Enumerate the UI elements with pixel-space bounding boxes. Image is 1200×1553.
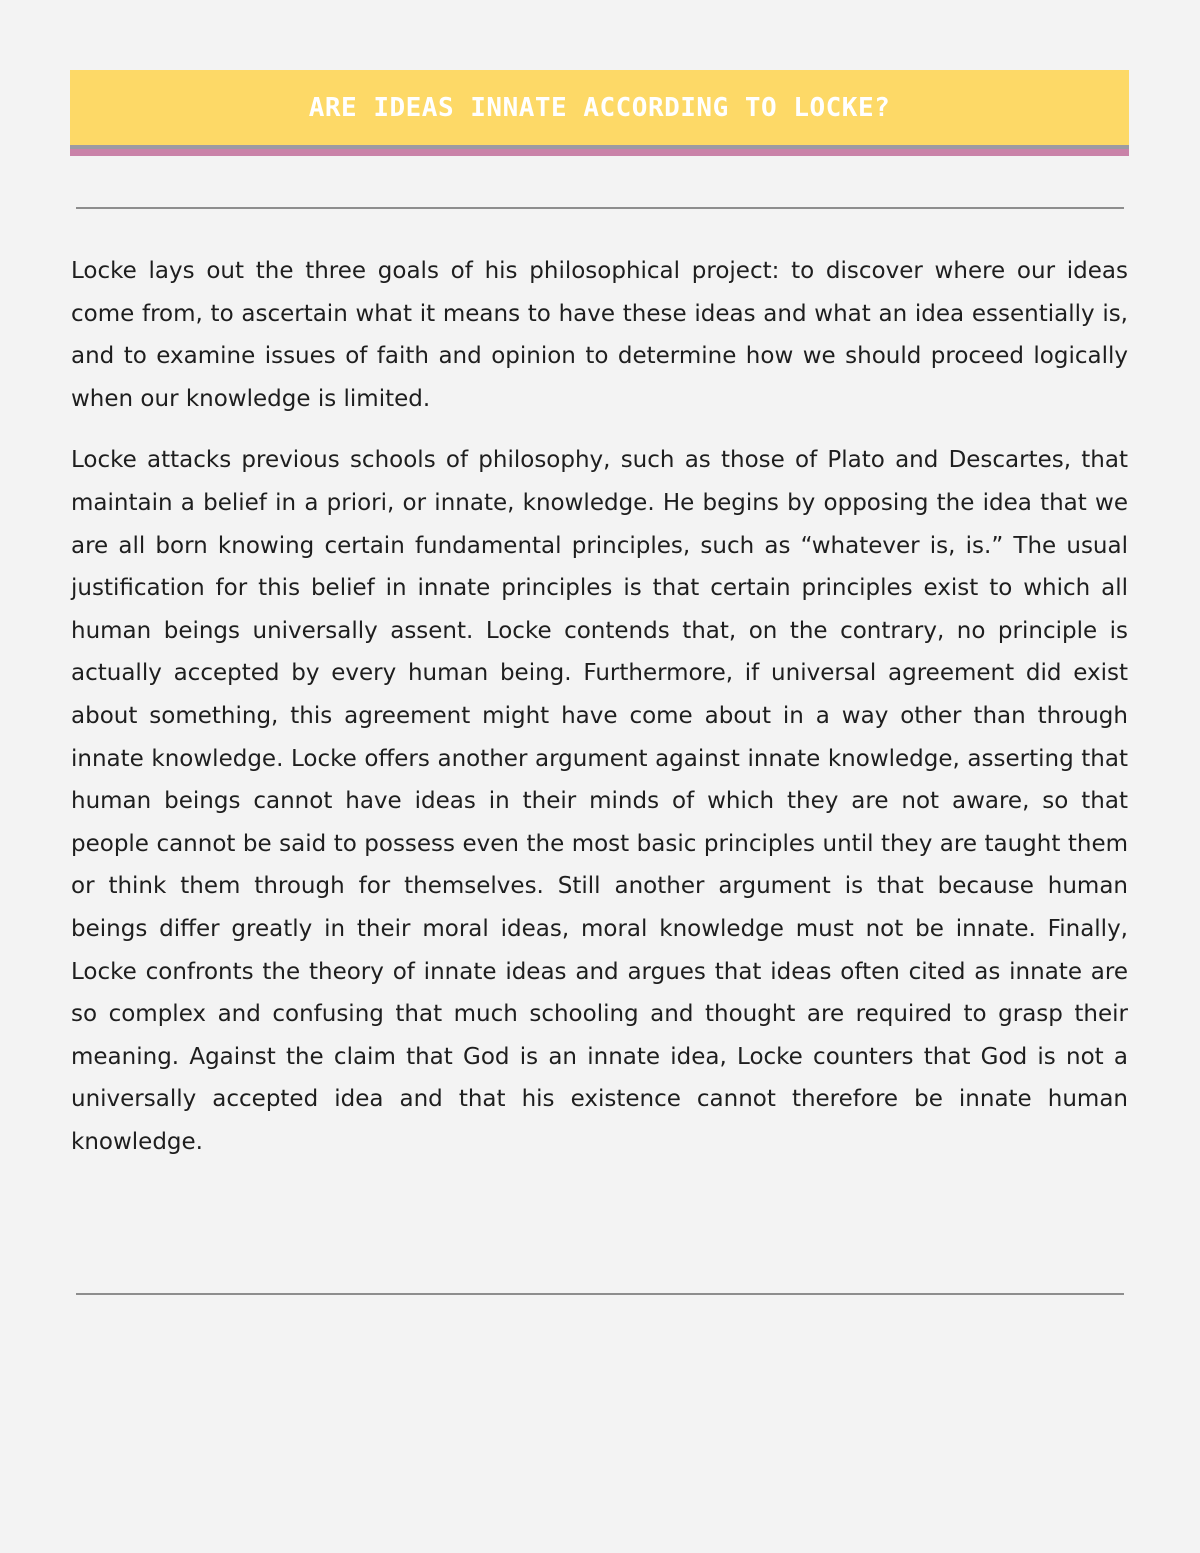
title-underline-pink	[70, 149, 1129, 156]
bottom-divider	[76, 1293, 1124, 1295]
paragraph-intro: Locke lays out the three goals of his philosophical project: to discover where our ideas come from, to ascertain what it means to have these ideas and what an idea essentially is, and to examine issues of faith and opinion to determine how we should proceed logically when our knowledge is limited.	[71, 258, 1128, 412]
top-divider	[76, 207, 1124, 209]
page-title: ARE IDEAS INNATE ACCORDING TO LOCKE?	[308, 92, 891, 123]
title-banner	[70, 70, 1129, 145]
paragraph-argument: Locke attacks previous schools of philosophy, such as those of Plato and Descartes, that maintain a belief in a priori, or innate, knowledge. He begins by opposing the idea that we are all born knowing certain fundamental principles, such as “whatever is, is.” The usual justification for this belief in innate principles is that certain principles exist to which all human beings universally assent. Locke contends that, on the contrary, no principle is actually accepted by every human being. Furthermore, if universal agreement did exist about something, this agreement might have come about in a way other than through innate knowledge. Locke offers another argument against innate knowledge, asserting that human beings cannot have ideas in their minds of which they are not aware, so that people cannot be said to possess even the most basic principles until they are taught them or think them through for themselves. Still another argument is that because human beings differ greatly in their moral ideas, moral knowledge must not be innate. Finally, Locke confronts the theory of innate ideas and argues that ideas often cited as innate are so complex and confusing that much schooling and thought are required to grasp their meaning. Against the claim that God is an innate idea, Locke counters that God is not a universally accepted idea and that his existence cannot therefore be innate human knowledge.	[71, 447, 1128, 1155]
body-text	[71, 250, 1128, 1182]
